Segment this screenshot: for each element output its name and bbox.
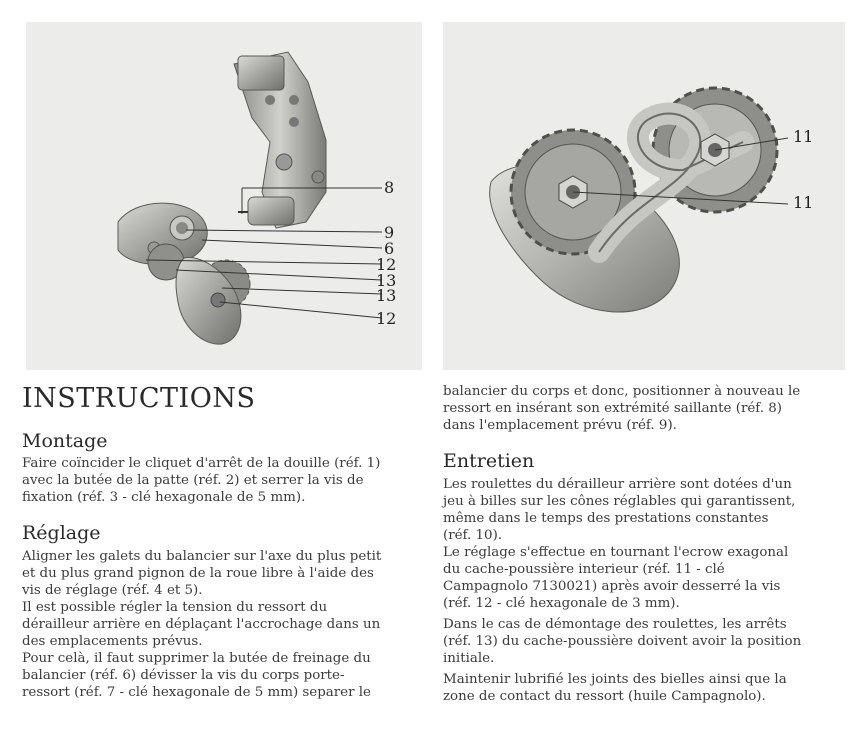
callout-12-upper: 12 (376, 255, 397, 274)
entretien-line-2: jeu à billes sur les cônes réglables qui garantissent, (443, 494, 796, 509)
entretien-line-9: Dans le cas de démontage des roulettes, les arrêts (443, 617, 787, 632)
callout-13-lower: 13 (376, 286, 397, 305)
reglage-line-2: et du plus grand pignon de la roue libre à l'aide des (22, 566, 374, 581)
entretien-line-8: (réf. 12 - clé hexagonale de 3 mm). (443, 596, 680, 611)
entretien-line-13: zone de contact du ressort (huile Campagnolo). (443, 689, 766, 704)
entretien-line-11: initiale. (443, 651, 495, 666)
jockey-cage-illustration (443, 22, 845, 370)
callout-12-lower: 12 (376, 309, 397, 328)
continuation-line-3: dans l'emplacement prévu (réf. 9). (443, 418, 677, 433)
montage-line-2: avec la butée de la patte (réf. 2) et serrer la vis de (22, 473, 364, 488)
montage-heading: Montage (22, 430, 108, 452)
reglage-line-8: balancier (réf. 6) dévisser la vis du corps porte- (22, 668, 345, 683)
montage-line-1: Faire coïncider le cliquet d'arrêt de la douille (réf. 1) (22, 456, 381, 471)
callout-8: 8 (384, 178, 395, 197)
derailleur-photo (26, 22, 422, 370)
page-title: INSTRUCTIONS (22, 383, 256, 414)
reglage-line-7: Pour celà, il faut supprimer la butée de freinage du (22, 651, 371, 666)
entretien-line-7: Campagnolo 7130021) après avoir desserré la vis (443, 579, 781, 594)
entretien-line-1: Les roulettes du dérailleur arrière sont dotées d'un (443, 477, 792, 492)
entretien-line-12: Maintenir lubrifié les joints des bielles ainsi que la (443, 672, 787, 687)
derailleur-illustration (26, 22, 422, 370)
entretien-line-10: (réf. 13) du cache-poussière doivent avoir la position (443, 634, 802, 649)
reglage-line-5: dérailleur arrière en déplaçant l'accrochage dans un (22, 617, 381, 632)
continuation-line-1: balancier du corps et donc, positionner à nouveau le (443, 384, 801, 399)
reglage-line-4: Il est possible régler la tension du ressort du (22, 600, 328, 615)
reglage-line-6: des emplacements prévus. (22, 634, 203, 649)
reglage-heading: Réglage (22, 522, 101, 544)
callout-9: 9 (384, 223, 395, 242)
reglage-line-1: Aligner les galets du balancier sur l'axe du plus petit (22, 549, 382, 564)
jockey-cage-photo (443, 22, 845, 370)
entretien-heading: Entretien (443, 450, 535, 472)
entretien-line-4: (réf. 10). (443, 528, 503, 543)
reglage-line-9: ressort (réf. 7 - clé hexagonale de 5 mm) separer le (22, 685, 371, 700)
entretien-line-6: du cache-poussière interieur (réf. 11 - clé (443, 562, 725, 577)
callout-11-lower: 11 (793, 193, 814, 212)
entretien-line-5: Le réglage s'effectue en tournant l'ecrow exagonal (443, 545, 789, 560)
callout-13-upper: 13 (376, 271, 397, 290)
continuation-line-2: ressort en insérant son extrémité saillante (réf. 8) (443, 401, 783, 416)
montage-line-3: fixation (réf. 3 - clé hexagonale de 5 mm). (22, 490, 306, 505)
reglage-line-3: vis de réglage (réf. 4 et 5). (22, 583, 203, 598)
entretien-line-3: même dans le temps des prestations constantes (443, 511, 769, 526)
callout-6: 6 (384, 239, 395, 258)
callout-11-upper: 11 (793, 127, 814, 146)
